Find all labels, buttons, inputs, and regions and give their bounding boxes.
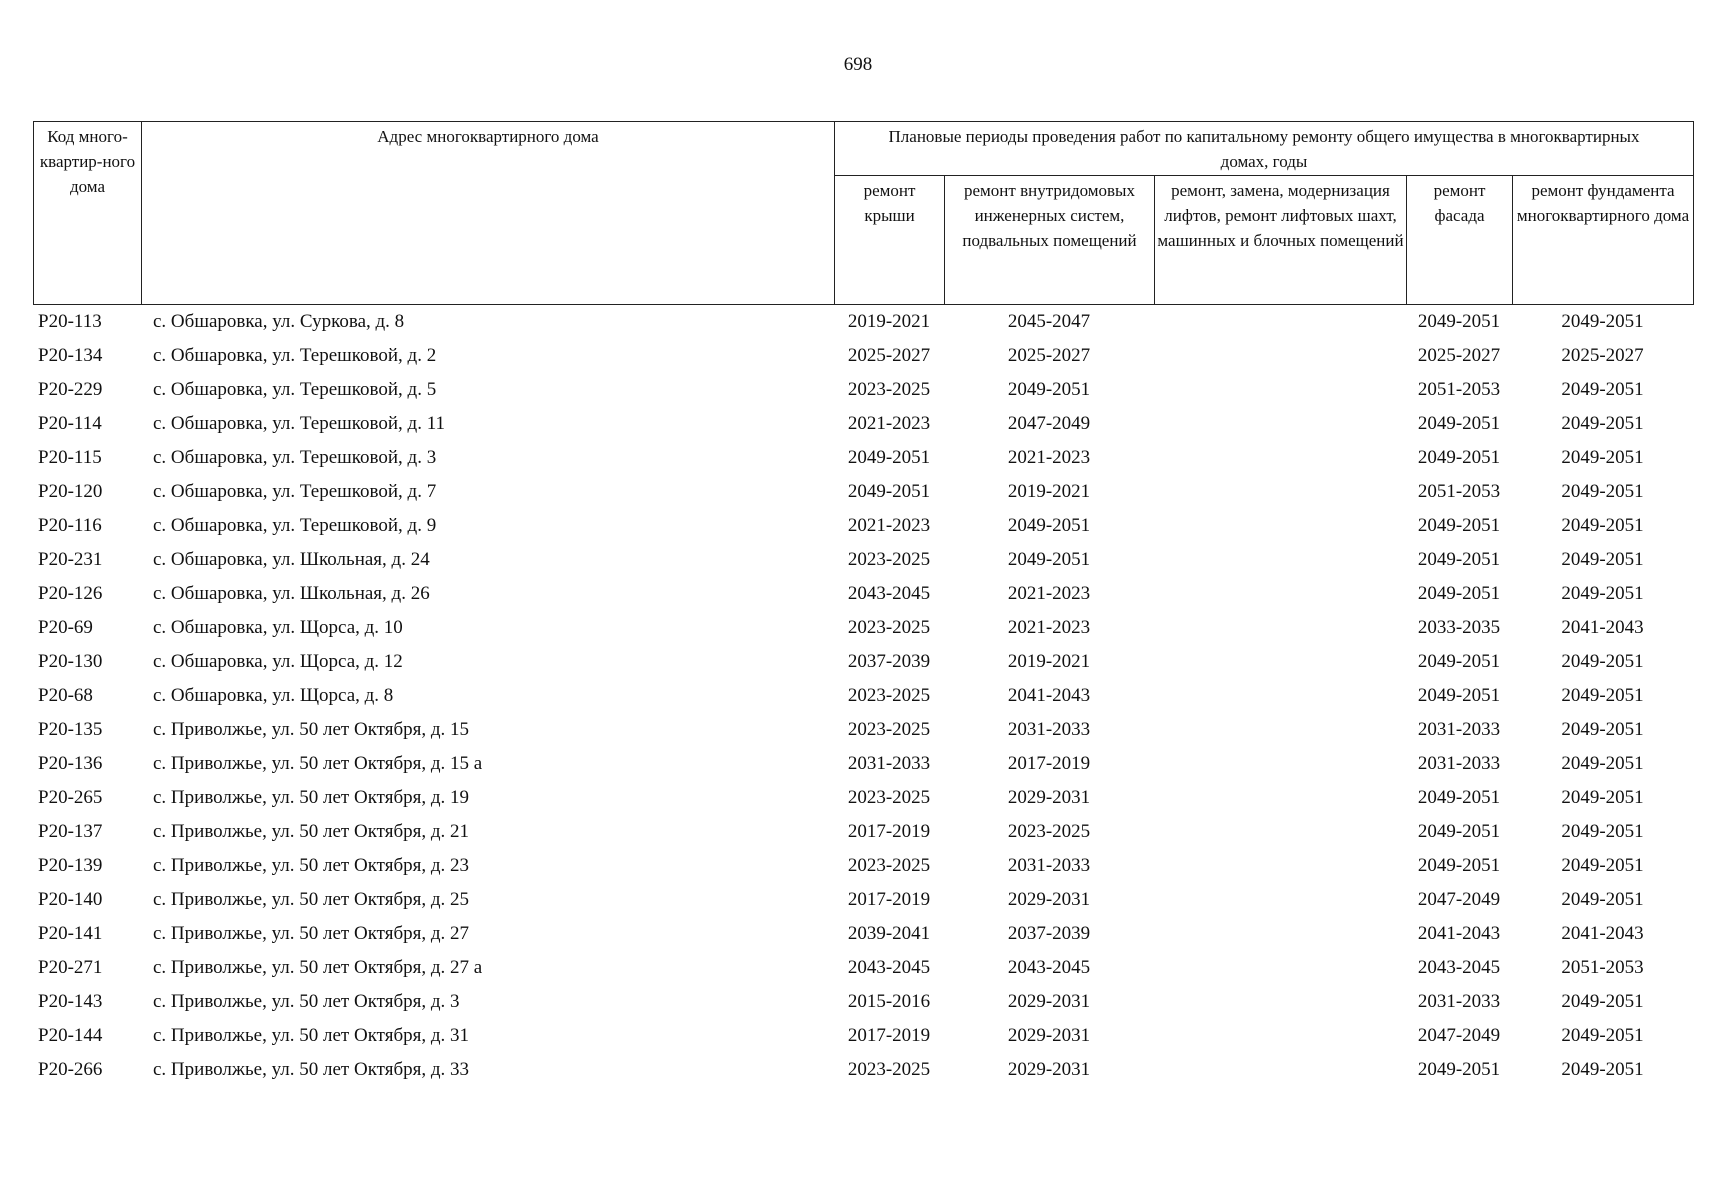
foundation-period: 2049-2051 (1561, 1025, 1644, 1046)
house-address: с. Приволжье, ул. 50 лет Октября, д. 15 а (153, 753, 483, 774)
facade-period: 2049-2051 (1417, 549, 1501, 570)
roof-period: 2015-2016 (847, 991, 931, 1012)
table-row (33, 305, 1693, 339)
lifts-period (1154, 985, 1406, 1019)
roof-period: 2043-2045 (847, 583, 931, 604)
table-row (33, 373, 1693, 407)
foundation-period: 2041-2043 (1561, 617, 1644, 638)
foundation-period: 2049-2051 (1561, 889, 1644, 910)
systems-period: 2041-2043 (1007, 685, 1091, 706)
table-row (33, 849, 1693, 883)
roof-period: 2023-2025 (847, 855, 931, 876)
facade-period: 2051-2053 (1417, 481, 1501, 502)
house-code: Р20-143 (38, 991, 103, 1012)
systems-period: 2019-2021 (1007, 651, 1091, 672)
foundation-period: 2049-2051 (1561, 821, 1644, 842)
facade-period: 2047-2049 (1417, 1025, 1501, 1046)
house-address: с. Приволжье, ул. 50 лет Октября, д. 25 (153, 889, 470, 910)
house-address: с. Приволжье, ул. 50 лет Октября, д. 19 (153, 787, 470, 808)
lifts-period (1154, 407, 1406, 441)
roof-period: 2021-2023 (847, 413, 931, 434)
house-code: Р20-115 (38, 447, 102, 468)
roof-period: 2023-2025 (847, 787, 931, 808)
house-address: с. Приволжье, ул. 50 лет Октября, д. 3 (153, 991, 460, 1012)
roof-period: 2031-2033 (847, 753, 931, 774)
roof-period: 2023-2025 (847, 719, 931, 740)
roof-period: 2023-2025 (847, 1059, 931, 1080)
house-code: Р20-114 (38, 413, 102, 434)
house-code: Р20-68 (38, 685, 93, 706)
lifts-period (1154, 1053, 1406, 1087)
house-code: Р20-120 (38, 481, 103, 502)
foundation-period: 2049-2051 (1561, 753, 1644, 774)
lifts-period (1154, 475, 1406, 509)
header-roof: ремонт крыши (835, 175, 945, 304)
foundation-period: 2049-2051 (1561, 481, 1644, 502)
systems-period: 2047-2049 (1007, 413, 1091, 434)
table-row (33, 951, 1693, 985)
table-row (33, 645, 1693, 679)
facade-period: 2049-2051 (1417, 685, 1501, 706)
facade-period: 2043-2045 (1417, 957, 1501, 978)
systems-period: 2043-2045 (1007, 957, 1091, 978)
lifts-period (1154, 509, 1406, 543)
table-row (33, 747, 1693, 781)
header-code: Код много-квартир-ного дома (34, 122, 142, 305)
foundation-period: 2051-2053 (1561, 957, 1644, 978)
systems-period: 2029-2031 (1007, 889, 1091, 910)
header-lifts: ремонт, замена, модернизация лифтов, ремонт лифтовых шахт, машинных и блочных помещений (1155, 175, 1407, 304)
table-row (33, 611, 1693, 645)
systems-period: 2021-2023 (1007, 583, 1091, 604)
systems-period: 2029-2031 (1007, 787, 1091, 808)
house-address: с. Обшаровка, ул. Терешковой, д. 5 (153, 379, 437, 400)
house-code: Р20-139 (38, 855, 103, 876)
foundation-period: 2049-2051 (1561, 413, 1644, 434)
roof-period: 2021-2023 (847, 515, 931, 536)
house-address: с. Приволжье, ул. 50 лет Октября, д. 23 (153, 855, 470, 876)
roof-period: 2023-2025 (847, 549, 931, 570)
house-code: Р20-130 (38, 651, 103, 672)
foundation-period: 2049-2051 (1561, 311, 1644, 332)
roof-period: 2039-2041 (847, 923, 931, 944)
lifts-period (1154, 951, 1406, 985)
systems-period: 2017-2019 (1007, 753, 1091, 774)
roof-period: 2017-2019 (847, 889, 931, 910)
house-code: Р20-271 (38, 957, 103, 978)
foundation-period: 2049-2051 (1561, 719, 1644, 740)
facade-period: 2025-2027 (1417, 345, 1501, 366)
lifts-period (1154, 577, 1406, 611)
systems-period: 2021-2023 (1007, 617, 1091, 638)
table-row (33, 679, 1693, 713)
foundation-period: 2049-2051 (1561, 549, 1644, 570)
table-row (33, 475, 1693, 509)
roof-period: 2017-2019 (847, 1025, 931, 1046)
house-code: Р20-141 (38, 923, 103, 944)
facade-period: 2049-2051 (1417, 583, 1501, 604)
table-row (33, 713, 1693, 747)
facade-period: 2047-2049 (1417, 889, 1501, 910)
lifts-period (1154, 713, 1406, 747)
roof-period: 2025-2027 (847, 345, 931, 366)
foundation-period: 2049-2051 (1561, 685, 1644, 706)
systems-period: 2021-2023 (1007, 447, 1091, 468)
roof-period: 2049-2051 (847, 481, 931, 502)
house-address: с. Обшаровка, ул. Терешковой, д. 11 (153, 413, 445, 434)
house-address: с. Обшаровка, ул. Терешковой, д. 3 (153, 447, 437, 468)
house-address: с. Обшаровка, ул. Школьная, д. 24 (153, 549, 430, 570)
house-code: Р20-135 (38, 719, 103, 740)
facade-period: 2049-2051 (1417, 515, 1501, 536)
table-row (33, 985, 1693, 1019)
roof-period: 2023-2025 (847, 685, 931, 706)
lifts-period (1154, 305, 1406, 339)
roof-period: 2037-2039 (847, 651, 931, 672)
lifts-period (1154, 883, 1406, 917)
table-row (33, 917, 1693, 951)
table-row (33, 441, 1693, 475)
house-code: Р20-140 (38, 889, 103, 910)
systems-period: 2049-2051 (1007, 515, 1091, 536)
house-code: Р20-231 (38, 549, 103, 570)
facade-period: 2049-2051 (1417, 787, 1501, 808)
table-row (33, 883, 1693, 917)
house-address: с. Приволжье, ул. 50 лет Октября, д. 27 (153, 923, 470, 944)
house-address: с. Приволжье, ул. 50 лет Октября, д. 31 (153, 1025, 470, 1046)
systems-period: 2029-2031 (1007, 1025, 1091, 1046)
foundation-period: 2049-2051 (1561, 379, 1644, 400)
facade-period: 2049-2051 (1417, 311, 1501, 332)
lifts-period (1154, 611, 1406, 645)
foundation-period: 2049-2051 (1561, 651, 1644, 672)
table-row (33, 577, 1693, 611)
foundation-period: 2049-2051 (1561, 787, 1644, 808)
foundation-period: 2025-2027 (1561, 345, 1644, 366)
house-code: Р20-265 (38, 787, 103, 808)
house-address: с. Обшаровка, ул. Терешковой, д. 7 (153, 481, 437, 502)
facade-period: 2031-2033 (1417, 753, 1501, 774)
lifts-period (1154, 917, 1406, 951)
house-address: с. Обшаровка, ул. Терешковой, д. 2 (153, 345, 437, 366)
house-address: с. Обшаровка, ул. Терешковой, д. 9 (153, 515, 437, 536)
facade-period: 2049-2051 (1417, 413, 1501, 434)
foundation-period: 2041-2043 (1561, 923, 1644, 944)
lifts-period (1154, 679, 1406, 713)
systems-period: 2031-2033 (1007, 719, 1091, 740)
house-address: с. Приволжье, ул. 50 лет Октября, д. 15 (153, 719, 470, 740)
header-periods-group: Плановые периоды проведения работ по капитальному ремонту общего имущества в многоквартирных домах, годы (835, 122, 1694, 176)
roof-period: 2043-2045 (847, 957, 931, 978)
facade-period: 2049-2051 (1417, 821, 1501, 842)
table-row (33, 407, 1693, 441)
house-address: с. Обшаровка, ул. Щорса, д. 8 (153, 685, 394, 706)
facade-period: 2049-2051 (1417, 1059, 1501, 1080)
lifts-period (1154, 645, 1406, 679)
lifts-period (1154, 543, 1406, 577)
systems-period: 2025-2027 (1007, 345, 1091, 366)
foundation-period: 2049-2051 (1561, 991, 1644, 1012)
house-address: с. Обшаровка, ул. Суркова, д. 8 (153, 311, 405, 332)
table-row (33, 1053, 1693, 1087)
roof-period: 2019-2021 (847, 311, 931, 332)
table-body (33, 305, 1693, 1087)
house-code: Р20-266 (38, 1059, 103, 1080)
house-code: Р20-69 (38, 617, 93, 638)
house-address: с. Приволжье, ул. 50 лет Октября, д. 21 (153, 821, 470, 842)
table-row (33, 509, 1693, 543)
capital-repair-table (33, 121, 1693, 1087)
house-address: с. Приволжье, ул. 50 лет Октября, д. 27 а (153, 957, 483, 978)
lifts-period (1154, 373, 1406, 407)
systems-period: 2019-2021 (1007, 481, 1091, 502)
lifts-period (1154, 781, 1406, 815)
house-code: Р20-126 (38, 583, 103, 604)
house-code: Р20-134 (38, 345, 103, 366)
facade-period: 2049-2051 (1417, 447, 1501, 468)
facade-period: 2051-2053 (1417, 379, 1501, 400)
systems-period: 2037-2039 (1007, 923, 1091, 944)
table-header (33, 121, 1694, 305)
house-address: с. Обшаровка, ул. Щорса, д. 10 (153, 617, 403, 638)
table-row (33, 339, 1693, 373)
header-foundation: ремонт фундамента многоквартирного дома (1513, 175, 1694, 304)
facade-period: 2031-2033 (1417, 719, 1501, 740)
lifts-period (1154, 849, 1406, 883)
facade-period: 2033-2035 (1417, 617, 1501, 638)
lifts-period (1154, 747, 1406, 781)
systems-period: 2029-2031 (1007, 1059, 1091, 1080)
systems-period: 2049-2051 (1007, 549, 1091, 570)
roof-period: 2023-2025 (847, 379, 931, 400)
house-address: с. Приволжье, ул. 50 лет Октября, д. 33 (153, 1059, 470, 1080)
page-number: 698 (843, 54, 873, 75)
table-row (33, 781, 1693, 815)
systems-period: 2049-2051 (1007, 379, 1091, 400)
lifts-period (1154, 815, 1406, 849)
foundation-period: 2049-2051 (1561, 1059, 1644, 1080)
lifts-period (1154, 441, 1406, 475)
house-address: с. Обшаровка, ул. Школьная, д. 26 (153, 583, 430, 604)
table-row (33, 815, 1693, 849)
house-code: Р20-137 (38, 821, 103, 842)
house-code: Р20-116 (38, 515, 102, 536)
roof-period: 2049-2051 (847, 447, 931, 468)
house-code: Р20-229 (38, 379, 103, 400)
header-systems: ремонт внутридомовых инженерных систем, подвальных помещений (945, 175, 1155, 304)
table-row (33, 1019, 1693, 1053)
header-facade: ремонт фасада (1407, 175, 1513, 304)
roof-period: 2017-2019 (847, 821, 931, 842)
systems-period: 2023-2025 (1007, 821, 1091, 842)
table-row (33, 543, 1693, 577)
systems-period: 2029-2031 (1007, 991, 1091, 1012)
facade-period: 2041-2043 (1417, 923, 1501, 944)
house-code: Р20-136 (38, 753, 103, 774)
roof-period: 2023-2025 (847, 617, 931, 638)
systems-period: 2045-2047 (1007, 311, 1091, 332)
house-code: Р20-113 (38, 311, 102, 332)
foundation-period: 2049-2051 (1561, 447, 1644, 468)
facade-period: 2049-2051 (1417, 651, 1501, 672)
lifts-period (1154, 1019, 1406, 1053)
foundation-period: 2049-2051 (1561, 515, 1644, 536)
foundation-period: 2049-2051 (1561, 855, 1644, 876)
systems-period: 2031-2033 (1007, 855, 1091, 876)
lifts-period (1154, 339, 1406, 373)
house-code: Р20-144 (38, 1025, 103, 1046)
header-address: Адрес многоквартирного дома (142, 122, 835, 305)
foundation-period: 2049-2051 (1561, 583, 1644, 604)
facade-period: 2031-2033 (1417, 991, 1501, 1012)
house-address: с. Обшаровка, ул. Щорса, д. 12 (153, 651, 403, 672)
facade-period: 2049-2051 (1417, 855, 1501, 876)
